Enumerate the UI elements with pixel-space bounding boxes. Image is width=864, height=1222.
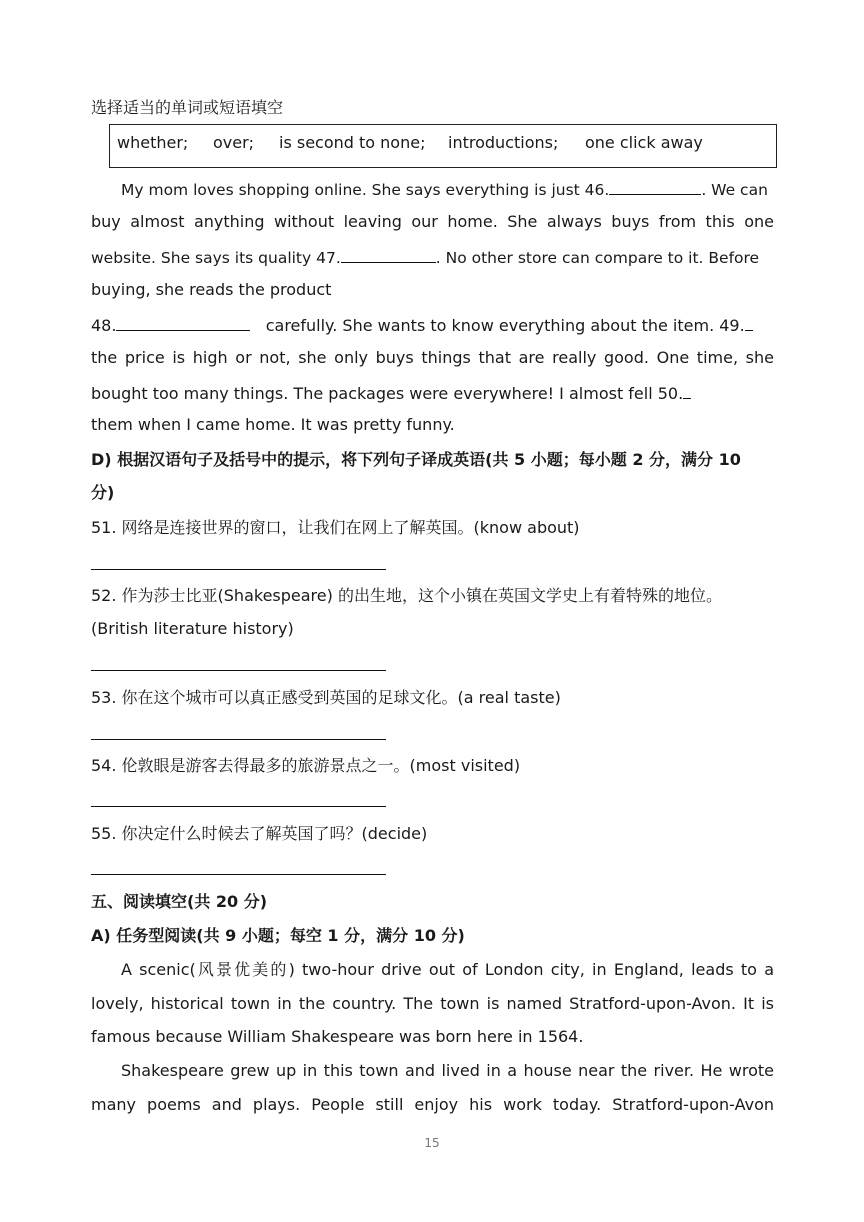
passage-line: website. She says its quality 47. . No other store can compare to it. Before [91,246,774,268]
passage-line: 48. carefully. She wants to know everything about the item. 49. [91,314,774,336]
passage-line: buy almost anything without leaving our home. She always buys from this one [91,212,774,231]
reading-line: famous because William Shakespeare was born here in 1564. [91,1027,584,1046]
answer-line-54[interactable] [91,806,386,807]
word-bank-item: one click away [585,133,703,152]
word-bank-box [109,124,777,168]
word-bank-item: whether; [117,133,189,152]
section-title: 选择适当的单词或短语填空 [91,98,284,117]
answer-line-53[interactable] [91,739,386,740]
question-55: 55. 你决定什么时候去了解英国了吗？(decide) [91,824,428,843]
passage-line: bought too many things. The packages were everywhere! I almost fell 50. [91,382,774,404]
page-number: 15 [424,1136,440,1150]
passage-line: My mom loves shopping online. She says everything is just 46. . We can [121,178,774,200]
blank-47[interactable] [341,246,436,263]
question-53: 53. 你在这个城市可以真正感受到英国的足球文化。(a real taste) [91,688,561,707]
passage-line: them when I came home. It was pretty funny. [91,415,455,434]
question-52-hint: (British literature history) [91,619,294,638]
section-d-heading: D) 根据汉语句子及括号中的提示，将下列句子译成英语(共 5 小题；每小题 2 分，满分 10 [91,450,741,469]
reading-line: Shakespeare grew up in this town and lived in a house near the river. He wrote [121,1061,774,1080]
blank-49[interactable] [745,314,753,331]
answer-line-51[interactable] [91,569,386,570]
section-d-heading-cont: 分) [91,483,115,502]
word-bank-item: over; [213,133,255,152]
word-bank-item: is second to none; [279,133,426,152]
reading-line: A scenic(风景优美的) two-hour drive out of London city, in England, leads to a [121,960,774,979]
question-51: 51. 网络是连接世界的窗口，让我们在网上了解英国。(know about) [91,518,580,537]
blank-50[interactable] [683,382,691,399]
question-52: 52. 作为莎士比亚(Shakespeare) 的出生地，这个小镇在英国文学史上有着特殊的地位。 [91,586,722,605]
passage-line: the price is high or not, she only buys things that are really good. One time, she [91,348,774,367]
reading-line: lovely, historical town in the country. The town is named Stratford-upon-Avon. It is [91,994,774,1013]
blank-46[interactable] [609,178,701,195]
question-54: 54. 伦敦眼是游客去得最多的旅游景点之一。(most visited) [91,756,521,775]
section-5-subtitle: A) 任务型阅读(共 9 小题；每空 1 分，满分 10 分) [91,926,465,945]
answer-line-55[interactable] [91,874,386,875]
blank-48[interactable] [116,314,250,331]
section-5-title: 五、阅读填空(共 20 分) [91,892,268,911]
passage-line: buying, she reads the product [91,280,332,299]
word-bank-item: introductions; [448,133,559,152]
reading-line: many poems and plays. People still enjoy his work today. Stratford-upon-Avon [91,1095,774,1114]
answer-line-52[interactable] [91,670,386,671]
